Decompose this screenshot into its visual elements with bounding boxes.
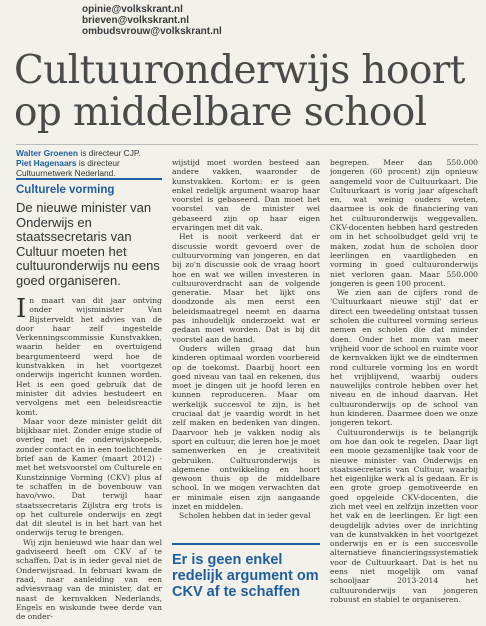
author-role: is directeur Cultuurnetwerk Nederland. xyxy=(16,158,120,178)
email-opinie[interactable]: opinie@volkskrant.nl xyxy=(82,4,183,15)
paragraph-text: n maart van dit jaar ontving onder wijsminister Van Bijsterveldt het advies van de door haar zelf ingestelde Verkenningscommissie Kunstvakken, waarin helder en overtuigend beargumenteerd werd hoe de kunstvakken in het voortgezet onderwijs ingericht kunnen worden. Het is een goed gebruik dat de minister dit advies bestudeert en vervolgens met een beleidsreactie komt. xyxy=(16,296,162,417)
paragraph: wijstijd moet worden besteed aan andere vakken, waaronder de kunstvakken. Kortom: er is geen enkel redelijk argument waarop haar voorstel is gebaseerd. Dan moet het voorstel van de minister wel gebaseerd zijn op haar eigen ervaringen met dit vak. xyxy=(172,158,320,233)
paragraph: Maar voor deze minister geldt dit blijkbaar niet. Zonder enige studie of overleg met de onderwijskoepels, zonder contact en in een toelichtende brief aan de Kamer (maart 2012) - met het wetsvoorstel om Culturele en Kunstzinnige Vorming (CKV) plus af te schaffen in de bovenbouw van havo/vwo. Dat terwijl haar staatssecretaris Zijlstra erg trots is op het culturele onderwijs en zegt dat dit sleutel is in het hart van het onderwijs terug te brengen. xyxy=(16,416,162,538)
drop-cap: I xyxy=(16,296,27,324)
section-heading: Culturele vorming xyxy=(16,178,162,196)
paragraph: begrepen. Meer dan 550.000 jongeren (60 procent) zijn opnieuw aangemeld voor de Cultuurkaart. Die Cultuurkaart is vorig jaar afgeschaft en, wat weinig ouders weten, daarmee is ook de financiering van het cultuuronderwijs weggevallen. CKV-docenten hebben hard gestreden om in het schoolbudget geld vrij te maken, zodat hun de scholen door leerlingen en vaardigheden en vorming in goed cultuuronderwijs niet verloren gaan. Maar 550.000 jongeren is geen 100 procent. xyxy=(330,158,478,288)
author-name: Walter Groenen xyxy=(16,148,79,158)
body-column-1 xyxy=(16,296,162,626)
paragraph: Wij zijn benieuwd wie haar dan wel gadviseerd heeft om CKV af te schaffen. Dat is in ieder geval niet de Onderwijsraad. In februari kwam de raad, naar aanleiding van een adviesvraag van de minister, dat er naast de kernvakken Nederlands, Engels en wiskunde twee derde van de onder- xyxy=(16,537,162,622)
author-credits xyxy=(16,148,161,178)
body-column-3 xyxy=(330,158,478,626)
author-role: is directeur CJP. xyxy=(80,148,141,158)
title-divider xyxy=(16,144,478,145)
body-column-2 xyxy=(172,158,320,536)
pull-quote-rule xyxy=(172,543,320,545)
article-lead: De nieuwe minister van Onderwijs en staatssecretaris van Cultuur moeten het cultuuronderwijs nu eens goed organiseren. xyxy=(16,200,160,288)
email-ombudsvrouw[interactable]: ombudsvrouw@volkskrant.nl xyxy=(82,26,222,37)
author-line xyxy=(16,148,161,158)
paragraph: Cultuuronderwijs is te belangrijk om hoe dan ook te regelen. Daar ligt een mooie gezamenlijke taak voor de nieuwe minister van Onderwijs en staatssecretaris van Cultuur, waarbij het eigenlijke werk al is gedaan. Er is een grote groep gemotiveerde en goed opgeleide CKV-docenten, die zich met veel en zelfzijn inzetten voor het vak en de leerlingen. Er ligt een deugdelijk advies over de inrichting van de kunstvakken in het voortgezet onderwijs en er is een succesvolle alternatieve financieringssystematiek voor de Cultuurkaart. Dat is het nu eens niet mogelijk om vanaf schooljaar 2013-2014 het cultuuronderwijs van jongeren robuust en stabiel te organiseren. xyxy=(330,427,478,604)
paragraph: Het is nooit verkeerd dat er discussie wordt gevoerd over de cultuurvorming van jongeren, en dat bij zo'n discussie ook de vraag hoort hoe en wat we willen investeren in cultuuroverdracht aan de volgende generatie. Maar het lijkt ons doodzonde als men eerst een beleidsmaatregel neemt en daarna pas inhoudelijk onderzoekt wat er gedaan moet worden. Dat is bij dit voorstel aan de hand. xyxy=(172,232,320,344)
paragraph: We zien aan de cijfers rond de 'Cultuurkaart nieuwe stijl' dat er direct een tweedeling ontstaat tussen scholen die cultureel vorming serieus nemen en scholen die dat minder doen. Onder het mom van meer vrijheid voor de school en ruimte voor de kernvakken lijkt we de eindtermen rond culturele vorming los en wordt het vrijblijvend, waarbij ouders nauwelijks controle hebben over het niveau en de inhoud daarvan. Het cultuuronderwijs op de school van hun kinderen. Daarmee doen we onze jongeren tekort. xyxy=(330,288,478,428)
paragraph: Scholen hebben dat in ieder geval xyxy=(179,511,311,521)
email-brieven[interactable]: brieven@volkskrant.nl xyxy=(82,15,190,26)
pull-quote: Er is geen enkel redelijk argument om CKV af te schaffen xyxy=(172,552,319,600)
article-title: Cultuuronderwijs hoort op middelbare school xyxy=(14,48,465,135)
paragraph: Ouders willen graag dat hun kinderen optimaal worden voorbereid op de toekomst. Daarbij hoort een goed niveau van taal en rekenen, dus moet je dingen uit je hoofd leren en kunnen reproduceren. Maar om werkelijk succesvol te zijn, is het cruciaal dat je vaardig wordt in het zelf maken en bedenken van dingen. Daarvoor heb je vakken nodig als sport en cultuur, die leren hoe je moet samenwerken en je creativiteit gebruiken. Cultuuronderwijs is algemene ontwikkeling en hoort gewoon thuis op de middelbare school. In we mogen verwachten dat er minimale eisen zijn aangaande inzet en middelen. xyxy=(172,343,320,511)
paragraph xyxy=(16,296,162,417)
author-name: Piet Hagenaars xyxy=(16,158,77,168)
author-line xyxy=(16,158,161,178)
